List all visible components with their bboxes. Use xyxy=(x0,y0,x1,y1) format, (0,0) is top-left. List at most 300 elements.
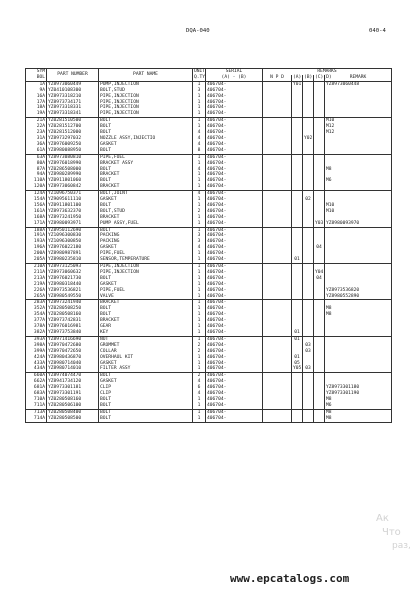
cell-name: BOLT xyxy=(99,403,193,409)
cell-serial: 406704- xyxy=(206,306,263,312)
cell-name: PIPE,INJECTION xyxy=(99,94,193,100)
cell-name: BOLT xyxy=(99,178,193,184)
cell-name: BRACKET xyxy=(99,318,193,324)
unit-qty-header: UNIT Q.TY xyxy=(194,69,206,80)
cell-sym: 80A xyxy=(26,161,47,167)
cell-a: Y01 xyxy=(293,81,302,87)
cell-name: PIPE,INJECTION xyxy=(99,100,193,106)
serial-header: SERIAL (A) - (B) xyxy=(206,69,263,82)
cell-sym: 714A xyxy=(26,416,47,422)
cell-sym: 433A xyxy=(26,361,47,367)
cell-pn: YZ8973060449 xyxy=(47,81,99,87)
cell-sym: 161A xyxy=(26,209,47,215)
cell-pn: YZ8973301181 xyxy=(47,385,99,391)
cell-serial: 406704- xyxy=(206,184,263,190)
cell-a: 05 xyxy=(292,361,303,367)
cell-qty: 1 xyxy=(193,288,206,294)
cell-qty: 1 xyxy=(193,100,206,106)
cell-pn: YZ8976021730 xyxy=(47,276,99,282)
cell-sym: 205A xyxy=(26,257,47,263)
cell-sym: 398A xyxy=(26,343,47,349)
cell-name: NUT xyxy=(99,336,193,342)
cell-pn: YZ8980235810 xyxy=(47,257,99,263)
cell-name: GASKET xyxy=(99,197,193,203)
cell-remark: YZ8973301190 xyxy=(326,391,360,397)
cell-qty: 1 xyxy=(193,416,206,422)
cell-pn: YZ1096750371 xyxy=(47,191,99,197)
cell-qty: 6 xyxy=(193,385,206,391)
cell-serial: 406704- xyxy=(206,136,263,142)
cell-name: GEAR xyxy=(99,324,193,330)
cell-sym: 193A xyxy=(26,239,47,245)
cell-sym: 196A xyxy=(26,245,47,251)
cell-pn: YZ0280506100 xyxy=(47,403,99,409)
cell-pn: YZ8980088950 xyxy=(47,148,99,154)
cell-qty: 4 xyxy=(193,167,206,173)
cell-serial: 406704- xyxy=(206,366,263,372)
cell-name: BRACKET xyxy=(99,300,193,306)
cell-serial: 406704- xyxy=(206,124,263,130)
cell-name: PUMP ASSY,FUEL xyxy=(99,221,193,227)
cell-qty: 1 xyxy=(193,294,206,300)
cell-pn: YZ8973301191 xyxy=(47,391,99,397)
cell-serial: 406704- xyxy=(206,379,263,385)
cell-pn: YZ8976009250 xyxy=(47,142,99,148)
cell-sym: 211A xyxy=(26,270,47,276)
cell-remark: M10 xyxy=(326,202,335,208)
table-row xyxy=(26,81,392,87)
cell-qty: 1 xyxy=(193,330,206,336)
cell-remark: M8 xyxy=(326,415,332,421)
cell-sym: 87A xyxy=(26,167,47,173)
remark-c-header: (C)(D) xyxy=(315,74,332,80)
cell-b: 03 xyxy=(303,349,314,355)
cell-sym: 219A xyxy=(26,282,47,288)
part-name-header: PART NAME xyxy=(99,69,193,82)
cell-pn: YZ8973753840 xyxy=(47,330,99,336)
cell-name: BOLT xyxy=(99,416,193,422)
cell-name: PACKING xyxy=(99,239,193,245)
cell-sym: 713A xyxy=(26,409,47,415)
cell-serial: 406704- xyxy=(206,191,263,197)
cell-sym: 377A xyxy=(26,318,47,324)
cell-qty: 1 xyxy=(193,118,206,124)
cell-sym: 19A xyxy=(26,111,47,117)
cell-sym: 265A xyxy=(26,294,47,300)
cell-name: GROMMET xyxy=(99,343,193,349)
cell-pn: YZ0911801060 xyxy=(47,178,99,184)
cell-sym: 18A xyxy=(26,105,47,111)
cell-qty: 1 xyxy=(193,105,206,111)
table-row xyxy=(26,221,392,227)
cell-pn: YZ0281512000 xyxy=(47,130,99,136)
cell-serial: 406704- xyxy=(206,318,263,324)
cell-sym: 17A xyxy=(26,100,47,106)
cell-sym: 424A xyxy=(26,355,47,361)
cell-qty: 1 xyxy=(193,184,206,190)
cell-name: BOLT xyxy=(99,306,193,312)
cell-serial: 406704- xyxy=(206,245,263,251)
cell-sym: 710A xyxy=(26,397,47,403)
cell-qty: 1 xyxy=(193,227,206,233)
cell-pn: YZ8974074470 xyxy=(47,373,99,379)
cell-remark: M12 xyxy=(326,124,335,130)
cell-name: GASKET xyxy=(99,245,193,251)
cell-pn: YZ8980289990 xyxy=(47,172,99,178)
cell-qty: 4 xyxy=(193,245,206,251)
cell-pn: YZ8973241940 xyxy=(47,300,99,306)
cell-pn: YZ0410108300 xyxy=(47,88,99,94)
cell-name: BOLT xyxy=(99,373,193,379)
cell-name: BOLT xyxy=(99,167,193,173)
cell-sym: 154A xyxy=(26,197,47,203)
cell-serial: 406704- xyxy=(206,416,263,422)
cell-pn: YZ8976018990 xyxy=(47,161,99,167)
cell-serial: 406704- xyxy=(206,300,263,306)
sym-header: SYM BOL xyxy=(26,69,47,82)
cell-pn: YZ8980987891 xyxy=(47,251,99,257)
cell-name: BRACKET ASSY xyxy=(99,161,193,167)
cell-serial: 406704- xyxy=(206,324,263,330)
cell-name: BOLT xyxy=(99,148,193,154)
cell-serial: 406704- xyxy=(206,251,263,257)
cell-name: BOLT xyxy=(99,397,193,403)
cell-qty: 1 xyxy=(193,257,206,263)
cell-pn: YZ8973318341 xyxy=(47,111,99,117)
cell-serial: 406704- xyxy=(206,167,263,173)
cell-qty: 1 xyxy=(193,312,206,318)
cell-serial: 406704- xyxy=(206,361,263,367)
cell-pn: YZ0281512700 xyxy=(47,124,99,130)
cell-pn: YZ8980549550 xyxy=(47,294,99,300)
part-number-header: PART NUMBER xyxy=(47,69,99,82)
cell-name: BOLT xyxy=(99,312,193,318)
cell-serial: 406704- xyxy=(206,130,263,136)
cell-c: Y04 xyxy=(315,269,324,275)
cell-serial: 406704- xyxy=(206,391,263,397)
cell-remark: M8 xyxy=(326,396,332,402)
cell-qty: 1 xyxy=(193,300,206,306)
cell-sym: 63A xyxy=(26,154,47,160)
cell-serial: 406704- xyxy=(206,88,263,94)
cell-qty: 1 xyxy=(193,366,206,372)
cell-qty: 1 xyxy=(193,361,206,367)
cell-serial: 406704- xyxy=(206,294,263,300)
cell-qty: 1 xyxy=(193,324,206,330)
cell-serial: 406704- xyxy=(206,264,263,270)
cell-qty: 1 xyxy=(193,111,206,117)
cell-sym: 1A xyxy=(26,81,47,87)
cell-sym: 21A xyxy=(26,118,47,124)
cell-sym: 681A xyxy=(26,385,47,391)
cell-name: NOZZLE ASSY,INJECTIO xyxy=(99,136,193,142)
cell-name: BRACKET xyxy=(99,184,193,190)
cell-pn: YZ8973060842 xyxy=(47,184,99,190)
cell-pn: YZ1096300850 xyxy=(47,239,99,245)
cell-sym: 352A xyxy=(26,306,47,312)
cell-qty: 1 xyxy=(193,403,206,409)
cell-name: COLLAR xyxy=(99,349,193,355)
cell-name: OVERHAUL KIT xyxy=(99,355,193,361)
cell-remark: M10 xyxy=(325,118,392,124)
cell-qty: 1 xyxy=(193,81,206,87)
cell-name: GASKET xyxy=(99,379,193,385)
cell-name: GASKET xyxy=(99,282,193,288)
cell-sym: 226A xyxy=(26,288,47,294)
cell-serial: 406704- xyxy=(206,233,263,239)
cell-sym: 210A xyxy=(26,264,47,270)
cell-name: FILTER ASSY xyxy=(99,366,193,372)
cell-remark: YZ8973301180 xyxy=(326,385,360,391)
cell-sym: 110A xyxy=(26,178,47,184)
cell-qty: 8 xyxy=(193,148,206,154)
cell-remark: M6 xyxy=(326,402,332,408)
cell-remark: YZ8973536820 xyxy=(326,287,360,293)
cell-name: BRACKET xyxy=(99,172,193,178)
cell-serial: 406704- xyxy=(206,118,263,124)
cell-sym: 31A xyxy=(26,136,47,142)
cell-qty: 4 xyxy=(193,130,206,136)
cell-sym: 354A xyxy=(26,312,47,318)
cell-serial: 406704- xyxy=(206,81,263,87)
cell-name: PIPE,INJECTION xyxy=(99,111,193,117)
cell-qty: 3 xyxy=(193,239,206,245)
cell-sym: 191A xyxy=(26,233,47,239)
cell-sym: 393A xyxy=(26,336,47,342)
cell-serial: 406704- xyxy=(206,336,263,342)
table-row xyxy=(26,294,392,300)
remark-b-header: (B) xyxy=(304,74,313,80)
cell-qty: 1 xyxy=(193,282,206,288)
cell-serial: 406704- xyxy=(206,385,263,391)
cell-qty: 1 xyxy=(193,251,206,257)
cell-serial: 406704- xyxy=(206,148,263,154)
watermark-line-2: Что xyxy=(382,527,401,538)
cell-name: BOLT xyxy=(99,227,193,233)
cell-pn: YZ0280508400 xyxy=(47,409,99,415)
cell-a: 01 xyxy=(292,336,303,342)
cell-sym: 200A xyxy=(26,251,47,257)
cell-serial: 406704- xyxy=(206,349,263,355)
cell-serial: 406704- xyxy=(206,178,263,184)
cell-sym: 22A xyxy=(26,124,47,130)
cell-name: BOLT xyxy=(99,118,193,124)
cell-qty: 1 xyxy=(193,355,206,361)
cell-qty: 2 xyxy=(193,209,206,215)
cell-sym: 94A xyxy=(26,172,47,178)
cell-pn: YZ1096300830 xyxy=(47,233,99,239)
cell-b: 02 xyxy=(303,197,314,203)
cell-sym: 382A xyxy=(26,330,47,336)
cell-name: VALVE xyxy=(99,294,193,300)
cell-pn: YZ8973742831 xyxy=(47,318,99,324)
cell-serial: 406704- xyxy=(206,397,263,403)
cell-serial: 406704- xyxy=(206,270,263,276)
table-row xyxy=(26,416,392,422)
cell-sym: 378A xyxy=(26,324,47,330)
cell-qty: 1 xyxy=(193,270,206,276)
cell-name: PIPE,INJECTION xyxy=(99,264,193,270)
cell-qty: 1 xyxy=(193,409,206,415)
cell-sym: 168A xyxy=(26,215,47,221)
cell-name: SENSOR,TEMPERATURE xyxy=(99,257,193,263)
cell-pn: YZ8976016981 xyxy=(47,324,99,330)
cell-name: PUMP,INJECTION xyxy=(99,81,193,87)
cell-sym: 188A xyxy=(26,227,47,233)
cell-pn: YZ8973241950 xyxy=(47,215,99,221)
cell-remark: M12 xyxy=(326,130,335,136)
cell-pn: YZ8973536821 xyxy=(47,288,99,294)
cell-qty: 3 xyxy=(193,233,206,239)
cell-serial: 406704- xyxy=(206,142,263,148)
cell-qty: 1 xyxy=(193,318,206,324)
cell-sym: 660A xyxy=(26,373,47,379)
cell-pn: YZ8950112690 xyxy=(47,227,99,233)
cell-remark: YZ8980093970 xyxy=(326,220,360,226)
cell-serial: 406704- xyxy=(206,203,263,209)
cell-sym: 36A xyxy=(26,142,47,148)
cell-qty: 1 xyxy=(193,215,206,221)
cell-name: PIPE,INJECTION xyxy=(99,270,193,276)
cell-b xyxy=(303,416,314,422)
cell-serial: 406704- xyxy=(206,197,263,203)
cell-qty: 3 xyxy=(193,88,206,94)
cell-sym: 283A xyxy=(26,300,47,306)
cell-qty: 1 xyxy=(193,161,206,167)
cell-remark: M8 xyxy=(326,312,332,318)
cell-pn: YZ0911801100 xyxy=(47,203,99,209)
cell-qty: 4 xyxy=(193,142,206,148)
cell-serial: 406704- xyxy=(206,409,263,415)
cell-qty: 2 xyxy=(193,343,206,349)
cell-qty: 1 xyxy=(193,178,206,184)
cell-sym: 156A xyxy=(26,203,47,209)
cell-name: PIPE,FUEL xyxy=(99,251,193,257)
cell-serial: 406704- xyxy=(206,403,263,409)
cell-qty: 4 xyxy=(193,391,206,397)
cell-pn: YZ0281510500 xyxy=(47,118,99,124)
cell-pn: YZ8941734120 xyxy=(47,379,99,385)
table-header xyxy=(26,69,392,82)
cell-qty: 4 xyxy=(193,136,206,142)
cell-qty: 1 xyxy=(193,197,206,203)
cell-sym: 124A xyxy=(26,191,47,197)
cell-pn: YZ8973080810 xyxy=(47,154,99,160)
cell-b: Y02 xyxy=(304,135,313,141)
cell-sym: 399A xyxy=(26,349,47,355)
cell-a xyxy=(292,416,303,422)
cell-serial: 406704- xyxy=(206,221,263,227)
cell-name: CLIP xyxy=(99,391,193,397)
cell-pn: YZ8971416690 xyxy=(47,336,99,342)
cell-a: 01 xyxy=(292,257,303,263)
cell-b: 03 xyxy=(303,343,314,349)
cell-name: BOLT xyxy=(99,276,193,282)
cell-pn: YZ0286508000 xyxy=(47,167,99,173)
watermark-line-3: раз, xyxy=(392,541,411,551)
cell-c: 04 xyxy=(314,245,325,251)
cell-serial: 406704- xyxy=(206,373,263,379)
cell-pn: YZ8973125093 xyxy=(47,264,99,270)
cell-pn: YZ8976022180 xyxy=(47,245,99,251)
cell-serial: 406704- xyxy=(206,227,263,233)
cell-name: BOLT xyxy=(99,409,193,415)
npd-header: N P D xyxy=(263,75,292,81)
cell-qty: 1 xyxy=(193,306,206,312)
cell-serial: 406704- xyxy=(206,209,263,215)
cell-b: 03 xyxy=(303,366,314,372)
cell-pn: YZ8973318210 xyxy=(47,94,99,100)
cell-pn: YZ0280508160 xyxy=(47,397,99,403)
cell-remark: M8 xyxy=(326,306,332,312)
cell-qty: 1 xyxy=(193,276,206,282)
cell-name: GASKET xyxy=(99,142,193,148)
cell-qty: 2 xyxy=(193,373,206,379)
cell-serial: 406704- xyxy=(206,282,263,288)
cell-sym: 171A xyxy=(26,221,47,227)
table-body xyxy=(26,81,392,422)
cell-name: PIPE,FUEL xyxy=(99,288,193,294)
cell-pn: YZ8973734171 xyxy=(47,100,99,106)
cell-a: 01 xyxy=(292,355,303,361)
cell-sym: 61A xyxy=(26,148,47,154)
document-code: DQA-040 xyxy=(186,28,210,34)
cell-sym: 120A xyxy=(26,184,47,190)
cell-sym: 16A xyxy=(26,94,47,100)
cell-pn: YZ8980436870 xyxy=(47,355,99,361)
cell-serial: 406704- xyxy=(206,172,263,178)
cell-pn: YZ8970472680 xyxy=(47,343,99,349)
cell-serial: 406704- xyxy=(206,355,263,361)
cell-name: PIPE,FUEL xyxy=(99,154,193,160)
cell-sym: 711A xyxy=(26,403,47,409)
cell-pn: YZ8980714010 xyxy=(47,366,99,372)
cell-qty: 1 xyxy=(193,172,206,178)
cell-qty: 2 xyxy=(193,349,206,355)
cell-serial: 406704- xyxy=(206,343,263,349)
cell-qty: 1 xyxy=(193,221,206,227)
cell-remark: YZ8980552890 xyxy=(326,293,360,299)
cell-qty: 1 xyxy=(193,336,206,342)
cell-remark: YZ8973060448 xyxy=(325,81,392,87)
table-row xyxy=(26,288,392,294)
cell-qty: 4 xyxy=(193,191,206,197)
remark-a-header: (A) xyxy=(293,74,302,80)
cell-serial: 406704- xyxy=(206,215,263,221)
cell-pn: YZ8973632370 xyxy=(47,209,99,215)
parts-table xyxy=(25,68,392,423)
cell-a: Y05 xyxy=(293,366,302,372)
cell-pn: YZ8970472650 xyxy=(47,349,99,355)
cell-serial: 406704- xyxy=(206,330,263,336)
cell-serial: 406704- xyxy=(206,257,263,263)
cell-pn: YZ0280508160 xyxy=(47,312,99,318)
cell-sym: 23A xyxy=(26,130,47,136)
cell-name: CLIP xyxy=(99,385,193,391)
cell-name: PIPE,INJECTION xyxy=(99,105,193,111)
cell-name: BOLT xyxy=(99,124,193,130)
cell-pn: YZ8980318440 xyxy=(47,282,99,288)
cell-name: BRACKET xyxy=(99,215,193,221)
cell-sym: 9A xyxy=(26,88,47,94)
cell-serial: 406704- xyxy=(206,288,263,294)
cell-c: Y03 xyxy=(315,220,324,226)
cell-serial: 406704- xyxy=(206,105,263,111)
cell-name: BOLT,STUD xyxy=(99,88,193,94)
remark-header: REMARK xyxy=(325,75,392,81)
cell-pn: YZ0280508500 xyxy=(47,416,99,422)
cell-pn: YZ0280508250 xyxy=(47,306,99,312)
